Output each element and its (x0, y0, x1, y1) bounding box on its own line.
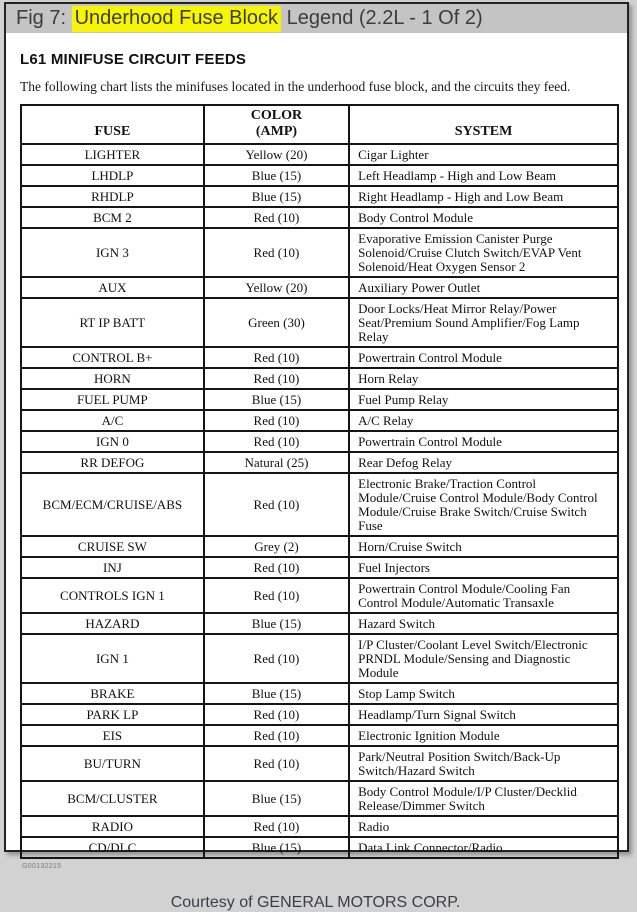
fuse-cell: EIS (21, 725, 204, 746)
table-row (21, 228, 618, 277)
system-cell: Fuel Pump Relay (349, 389, 618, 410)
table-header (21, 105, 618, 144)
figure-title-suffix: Legend (2.2L - 1 Of 2) (281, 7, 483, 29)
table-row (21, 277, 618, 298)
table-row (21, 347, 618, 368)
color-amp-cell: Red (10) (204, 746, 349, 781)
color-amp-cell: Red (10) (204, 578, 349, 613)
document-page (4, 2, 629, 911)
figure-title-prefix: Fig 7: (16, 7, 72, 29)
color-amp-cell: Red (10) (204, 431, 349, 452)
fuse-cell: IGN 1 (21, 634, 204, 683)
color-amp-cell: Red (10) (204, 410, 349, 431)
system-cell: Radio (349, 816, 618, 837)
courtesy-line: Courtesy of GENERAL MOTORS CORP. (170, 894, 461, 911)
figure-title-bar (6, 4, 627, 33)
column-header-color-line2: (AMP) (255, 124, 298, 139)
fuse-cell: CONTROLS IGN 1 (21, 578, 204, 613)
system-cell: Stop Lamp Switch (349, 683, 618, 704)
table-row (21, 431, 618, 452)
table-header-row (21, 105, 618, 144)
color-amp-cell: Grey (2) (204, 536, 349, 557)
color-amp-cell: Natural (25) (204, 452, 349, 473)
system-cell: Body Control Module (349, 207, 618, 228)
table-row (21, 186, 618, 207)
table-row (21, 389, 618, 410)
table-row (21, 725, 618, 746)
color-amp-cell: Red (10) (204, 368, 349, 389)
table-row (21, 837, 618, 858)
fuse-cell: RT IP BATT (21, 298, 204, 347)
system-cell: Headlamp/Turn Signal Switch (349, 704, 618, 725)
table-row (21, 781, 618, 816)
color-amp-cell: Yellow (20) (204, 277, 349, 298)
fuse-cell: BRAKE (21, 683, 204, 704)
table-row (21, 613, 618, 634)
table-row (21, 557, 618, 578)
fuse-cell: HAZARD (21, 613, 204, 634)
system-cell: Park/Neutral Position Switch/Back-Up Switch/Hazard Switch (349, 746, 618, 781)
fuse-cell: RR DEFOG (21, 452, 204, 473)
system-cell: Horn Relay (349, 368, 618, 389)
color-amp-cell: Red (10) (204, 704, 349, 725)
color-amp-cell: Red (10) (204, 228, 349, 277)
fuse-cell: CD/DLC (21, 837, 204, 858)
table-body (21, 144, 618, 858)
color-amp-cell: Red (10) (204, 557, 349, 578)
column-header-color-line1: COLOR (250, 108, 303, 123)
fuse-cell: A/C (21, 410, 204, 431)
color-amp-cell: Yellow (20) (204, 144, 349, 165)
column-header-color-amp (204, 105, 349, 144)
system-cell: Body Control Module/I/P Cluster/Decklid Release/Dimmer Switch (349, 781, 618, 816)
document-content (6, 51, 627, 912)
fuse-cell: RHDLP (21, 186, 204, 207)
column-header-system: SYSTEM (349, 105, 618, 144)
fuse-legend-table (20, 104, 619, 859)
figure-id: G00132215 (22, 863, 62, 870)
fuse-cell: IGN 0 (21, 431, 204, 452)
fuse-cell: FUEL PUMP (21, 389, 204, 410)
color-amp-cell: Blue (15) (204, 683, 349, 704)
color-amp-cell: Red (10) (204, 634, 349, 683)
color-amp-cell: Red (10) (204, 207, 349, 228)
table-row (21, 536, 618, 557)
system-cell: Door Locks/Heat Mirror Relay/Power Seat/Premium Sound Amplifier/Fog Lamp Relay (349, 298, 618, 347)
fuse-cell: BCM 2 (21, 207, 204, 228)
system-cell: Electronic Ignition Module (349, 725, 618, 746)
color-amp-cell: Red (10) (204, 473, 349, 536)
fuse-cell: AUX (21, 277, 204, 298)
system-cell: Powertrain Control Module/Cooling Fan Control Module/Automatic Transaxle (349, 578, 618, 613)
table-row (21, 410, 618, 431)
color-amp-cell: Green (30) (204, 298, 349, 347)
fuse-cell: LHDLP (21, 165, 204, 186)
color-amp-cell: Red (10) (204, 725, 349, 746)
system-cell: Powertrain Control Module (349, 347, 618, 368)
color-amp-cell: Blue (15) (204, 165, 349, 186)
table-row (21, 816, 618, 837)
system-cell: Horn/Cruise Switch (349, 536, 618, 557)
color-amp-cell: Blue (15) (204, 781, 349, 816)
system-cell: Rear Defog Relay (349, 452, 618, 473)
system-cell: Left Headlamp - High and Low Beam (349, 165, 618, 186)
section-title: L61 MINIFUSE CIRCUIT FEEDS (20, 51, 247, 68)
color-amp-cell: Blue (15) (204, 186, 349, 207)
system-cell: Evaporative Emission Canister Purge Solenoid/Cruise Clutch Switch/EVAP Vent Solenoid/Heat Oxygen Sensor 2 (349, 228, 618, 277)
table-row (21, 578, 618, 613)
fuse-cell: BU/TURN (21, 746, 204, 781)
color-amp-cell: Red (10) (204, 816, 349, 837)
system-cell: A/C Relay (349, 410, 618, 431)
table-row (21, 746, 618, 781)
system-cell: Hazard Switch (349, 613, 618, 634)
column-header-fuse: FUSE (21, 105, 204, 144)
system-cell: Auxiliary Power Outlet (349, 277, 618, 298)
table-row (21, 683, 618, 704)
table-row (21, 298, 618, 347)
fuse-cell: IGN 3 (21, 228, 204, 277)
fuse-cell: BCM/CLUSTER (21, 781, 204, 816)
table-row (21, 473, 618, 536)
system-cell: Powertrain Control Module (349, 431, 618, 452)
table-row (21, 634, 618, 683)
fuse-cell: LIGHTER (21, 144, 204, 165)
fuse-cell: INJ (21, 557, 204, 578)
system-cell: Cigar Lighter (349, 144, 618, 165)
table-row (21, 452, 618, 473)
system-cell: Electronic Brake/Traction Control Module/Cruise Control Module/Body Control Module/Cruise Brake Switch/Cruise Switch Fuse (349, 473, 618, 536)
system-cell: I/P Cluster/Coolant Level Switch/Electronic PRNDL Module/Sensing and Diagnostic Module (349, 634, 618, 683)
fuse-cell: RADIO (21, 816, 204, 837)
fuse-cell: CONTROL B+ (21, 347, 204, 368)
color-amp-cell: Blue (15) (204, 837, 349, 858)
table-row (21, 165, 618, 186)
fuse-cell: PARK LP (21, 704, 204, 725)
fuse-cell: HORN (21, 368, 204, 389)
color-amp-cell: Blue (15) (204, 613, 349, 634)
table-row (21, 207, 618, 228)
table-row (21, 704, 618, 725)
table-row (21, 144, 618, 165)
section-description: The following chart lists the minifuses located in the underhood fuse block, and the circuits they feed. (20, 79, 571, 94)
color-amp-cell: Blue (15) (204, 389, 349, 410)
figure-title-highlight: Underhood Fuse Block (72, 6, 281, 32)
table-row (21, 368, 618, 389)
system-cell: Fuel Injectors (349, 557, 618, 578)
system-cell: Data Link Connector/Radio (349, 837, 618, 858)
system-cell: Right Headlamp - High and Low Beam (349, 186, 618, 207)
color-amp-cell: Red (10) (204, 347, 349, 368)
fuse-cell: CRUISE SW (21, 536, 204, 557)
fuse-cell: BCM/ECM/CRUISE/ABS (21, 473, 204, 536)
